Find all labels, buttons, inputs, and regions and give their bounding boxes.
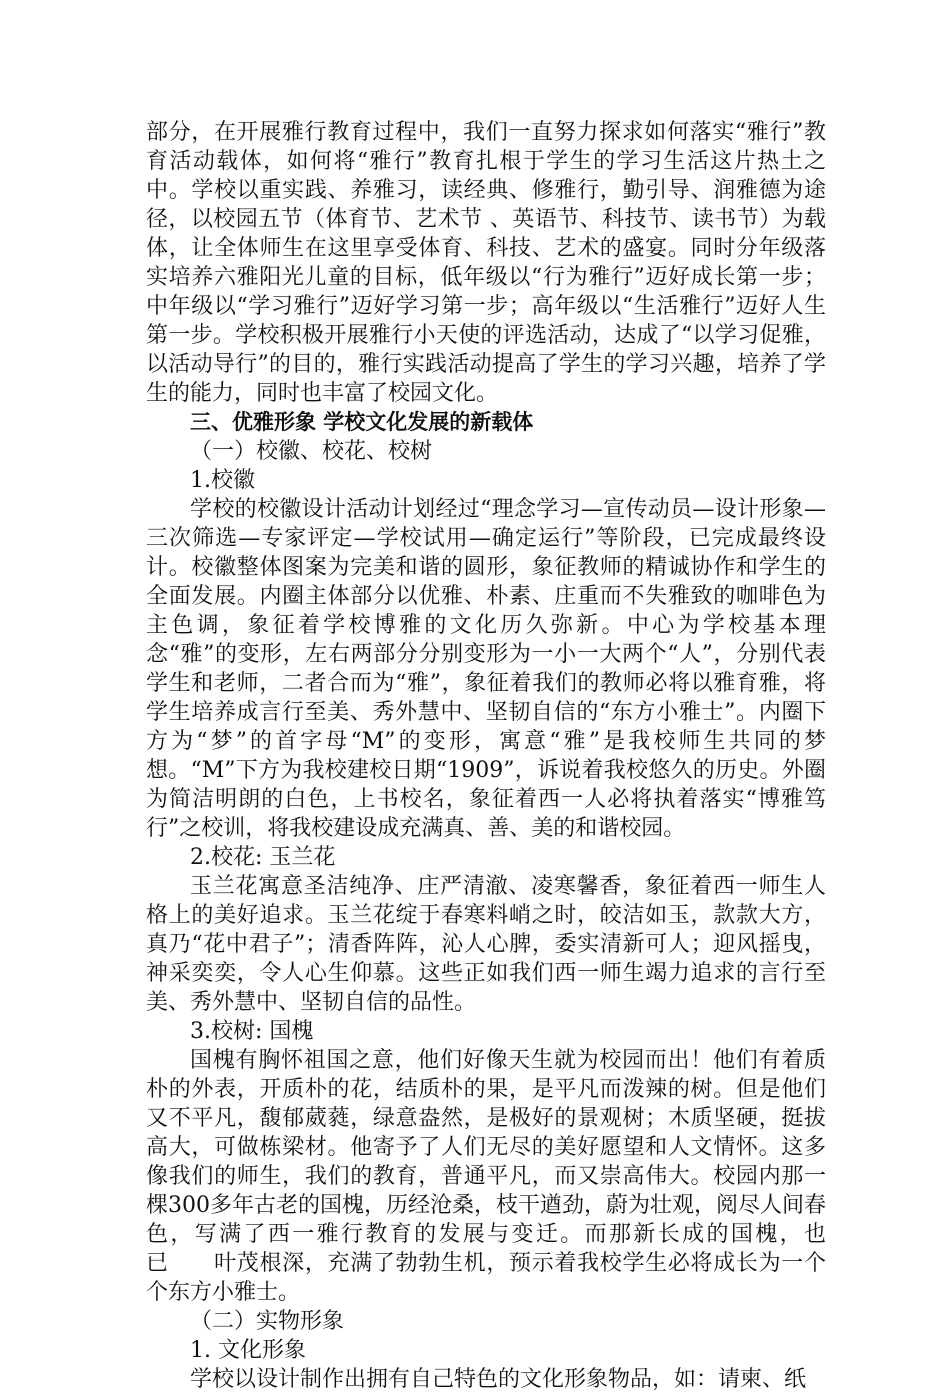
item-heading-cultural-image: 1. 文化形象 (190, 1338, 306, 1363)
intro-paragraph: 部分，在开展雅行教育过程中，我们一直努力探求如何落实“雅行”教育活动载体，如何将“雅行”教育扎根于学生的学习生活这片热土之中。学校以重实践、养雅习，读经典、修雅行，勤引导、润雅德为途径，以校园五节（体育节、艺术节 、英语节、科技节、读书节）为载体，让全体师生在这里享受体育、科技、艺术的盛宴。同时分年级落实培养六雅阳光儿童的目标，低年级以“行为雅行”迈好成长第一步；中年级以“学习雅行”迈好学习第一步；高年级以“生活雅行”迈好人生第一步。学校积极开展雅行小天使的评选活动，达成了“以学习促雅，以活动导行”的目的，雅行实践活动提高了学生的学习兴趣，培养了学生的能力，同时也丰富了校园文化。 (146, 120, 826, 406)
item-heading-school-tree: 3.校树: 国槐 (190, 1019, 314, 1044)
item-heading-emblem: 1.校徽 (190, 468, 255, 493)
school-tree-paragraph: 国槐有胸怀祖国之意，他们好像天生就为校园而出！他们有着质朴的外表，开质朴的花，结质朴的果，是平凡而泼辣的树。但是他们又不平凡，馥郁葳蕤，绿意盎然，是极好的景观树；木质坚硬，挺拔高大，可做栋梁材。他寄予了人们无尽的美好愿望和人文情怀。这多像我们的师生，我们的教育，普通平凡，而又崇高伟大。校园内那一棵300多年古老的国槐，历经沧桑，枝干遒劲，蔚为壮观，阅尽人间春色，写满了西一雅行教育的发展与变迁。而那新长成的国槐，也 已 叶茂根深，充满了勃勃生机，预示着我校学生必将成长为一个个东方小雅士。 (146, 1048, 871, 1305)
document-page (146, 118, 871, 1394)
emblem-paragraph: 学校的校徽设计活动计划经过“理念学习—宣传动员—设计形象—三次筛选—专家评定—学校试用—确定运行”等阶段，已完成最终设计。校徽整体图案为完美和谐的圆形，象征教师的精诚协作和学生的全面发展。内圈主体部分以优雅、朴素、庄重而不失雅致的咖啡色为主色调，象征着学校博雅的文化历久弥新。中心为学校基本理念“雅”的变形，左右两部分分别变形为一小一大两个“人”，分别代表学生和老师，二者合而为“雅”，象征着我们的教师必将以雅育雅，将学生培养成言行至美、秀外慧中、坚韧自信的“东方小雅士”。内圈下方为“梦”的首字母“M”的变形，寓意“雅”是我校师生共同的梦想。“M”下方为我校建校日期“1909”，诉说着我校悠久的历史。外圈为简洁明朗的白色，上书校名，象征着西一人必将执着落实“博雅笃行”之校训，将我校建设成充满真、善、美的和谐校园。 (146, 497, 826, 841)
subsection-heading-emblem-flower-tree: （一）校徽、校花、校树 (190, 439, 433, 464)
cultural-image-paragraph: 学校以设计制作出拥有自己特色的文化形象物品，如：请柬、纸 (190, 1367, 807, 1392)
item-heading-school-flower: 2.校花: 玉兰花 (190, 845, 336, 870)
section-heading: 三、优雅形象 学校文化发展的新载体 (190, 410, 534, 434)
school-flower-paragraph: 玉兰花寓意圣洁纯净、庄严清澈、凌寒馨香，象征着西一师生人格上的美好追求。玉兰花绽于春寒料峭之时，皎洁如玉，款款大方，真乃“花中君子”；清香阵阵，沁人心脾，委实清新可人；迎风摇曳，神采奕奕，令人心生仰慕。这些正如我们西一师生竭力追求的言行至美、秀外慧中、坚韧自信的品性。 (146, 874, 826, 1015)
subsection-heading-physical-image: （二）实物形象 (190, 1309, 345, 1334)
